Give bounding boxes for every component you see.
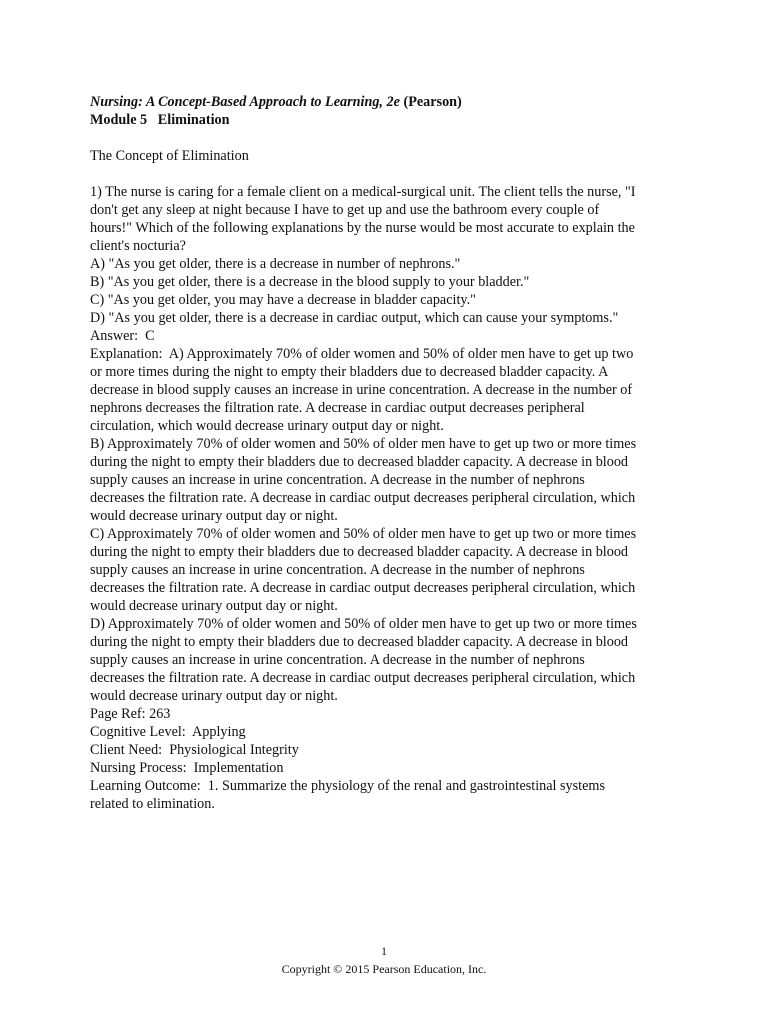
answer-options	[90, 255, 680, 327]
publisher: (Pearson)	[403, 94, 462, 110]
explanation-line: would decrease urinary output day or night.	[90, 688, 338, 704]
module-title: Module 5 Elimination	[90, 112, 230, 128]
explanation-line: nephrons decreases the filtration rate. A decrease in cardiac output decreases peripheral	[90, 400, 585, 416]
page-content	[90, 93, 680, 813]
stem-line: 1) The nurse is caring for a female client on a medical-surgical unit. The client tells the nurse, "I	[90, 184, 636, 200]
explanation-line: supply causes an increase in urine concentration. A decrease in the number of nephrons	[90, 652, 585, 668]
explanation-b	[90, 435, 680, 525]
explanation-line: supply causes an increase in urine concentration. A decrease in the number of nephrons	[90, 562, 585, 578]
explanation-line: during the night to empty their bladders due to decreased bladder capacity. A decrease in blood	[90, 634, 629, 650]
explanation-line: circulation, which would decrease urinary output day or night.	[90, 418, 444, 434]
explanation-line: Explanation: A) Approximately 70% of older women and 50% of older men have to get up two	[90, 346, 634, 362]
option-d: D) "As you get older, there is a decrease in cardiac output, which can cause your symptoms."	[90, 310, 619, 326]
explanation-line: would decrease urinary output day or night.	[90, 508, 338, 524]
stem-line: don't get any sleep at night because I have to get up and use the bathroom every couple of	[90, 202, 600, 218]
question-metadata	[90, 705, 680, 813]
option-c: C) "As you get older, you may have a decrease in bladder capacity."	[90, 292, 476, 308]
option-b: B) "As you get older, there is a decrease in the blood supply to your bladder."	[90, 274, 530, 290]
learning-outcome-continued: related to elimination.	[90, 796, 215, 812]
question-stem	[90, 183, 680, 255]
page-number: 1	[381, 944, 387, 958]
page-ref: Page Ref: 263	[90, 706, 171, 722]
explanation-line: supply causes an increase in urine concentration. A decrease in the number of nephrons	[90, 472, 585, 488]
cognitive-level: Cognitive Level: Applying	[90, 724, 246, 740]
explanation-line: C) Approximately 70% of older women and 50% of older men have to get up two or more times	[90, 526, 637, 542]
stem-line: hours!" Which of the following explanations by the nurse would be most accurate to explain the	[90, 220, 635, 236]
explanation-d	[90, 615, 680, 705]
explanation-line: decreases the filtration rate. A decrease in cardiac output decreases peripheral circulation, which	[90, 670, 636, 686]
explanation-line: B) Approximately 70% of older women and 50% of older men have to get up two or more times	[90, 436, 637, 452]
explanation-a	[90, 345, 680, 435]
book-header	[90, 93, 680, 111]
explanation-line: decreases the filtration rate. A decrease in cardiac output decreases peripheral circulation, which	[90, 490, 636, 506]
book-title: Nursing: A Concept-Based Approach to Learning, 2e	[90, 94, 400, 110]
answer: Answer: C	[90, 328, 155, 344]
stem-line: client's nocturia?	[90, 238, 186, 254]
explanation-line: during the night to empty their bladders due to decreased bladder capacity. A decrease in blood	[90, 544, 629, 560]
option-a: A) "As you get older, there is a decrease in number of nephrons."	[90, 256, 461, 272]
nursing-process: Nursing Process: Implementation	[90, 760, 284, 776]
explanation-line: decreases the filtration rate. A decrease in cardiac output decreases peripheral circulation, which	[90, 580, 636, 596]
client-need: Client Need: Physiological Integrity	[90, 742, 299, 758]
explanation-c	[90, 525, 680, 615]
concept-title: The Concept of Elimination	[90, 148, 249, 164]
explanation-line: decrease in blood supply causes an increase in urine concentration. A decrease in the number of	[90, 382, 633, 398]
learning-outcome: Learning Outcome: 1. Summarize the physiology of the renal and gastrointestinal systems	[90, 778, 605, 794]
explanation-line: during the night to empty their bladders due to decreased bladder capacity. A decrease in blood	[90, 454, 629, 470]
explanation-line: or more times during the night to empty their bladders due to decreased bladder capacity. A	[90, 364, 609, 380]
explanation-line: D) Approximately 70% of older women and 50% of older men have to get up two or more times	[90, 616, 637, 632]
copyright-notice: Copyright © 2015 Pearson Education, Inc.	[281, 962, 487, 976]
explanation-line: would decrease urinary output day or night.	[90, 598, 338, 614]
